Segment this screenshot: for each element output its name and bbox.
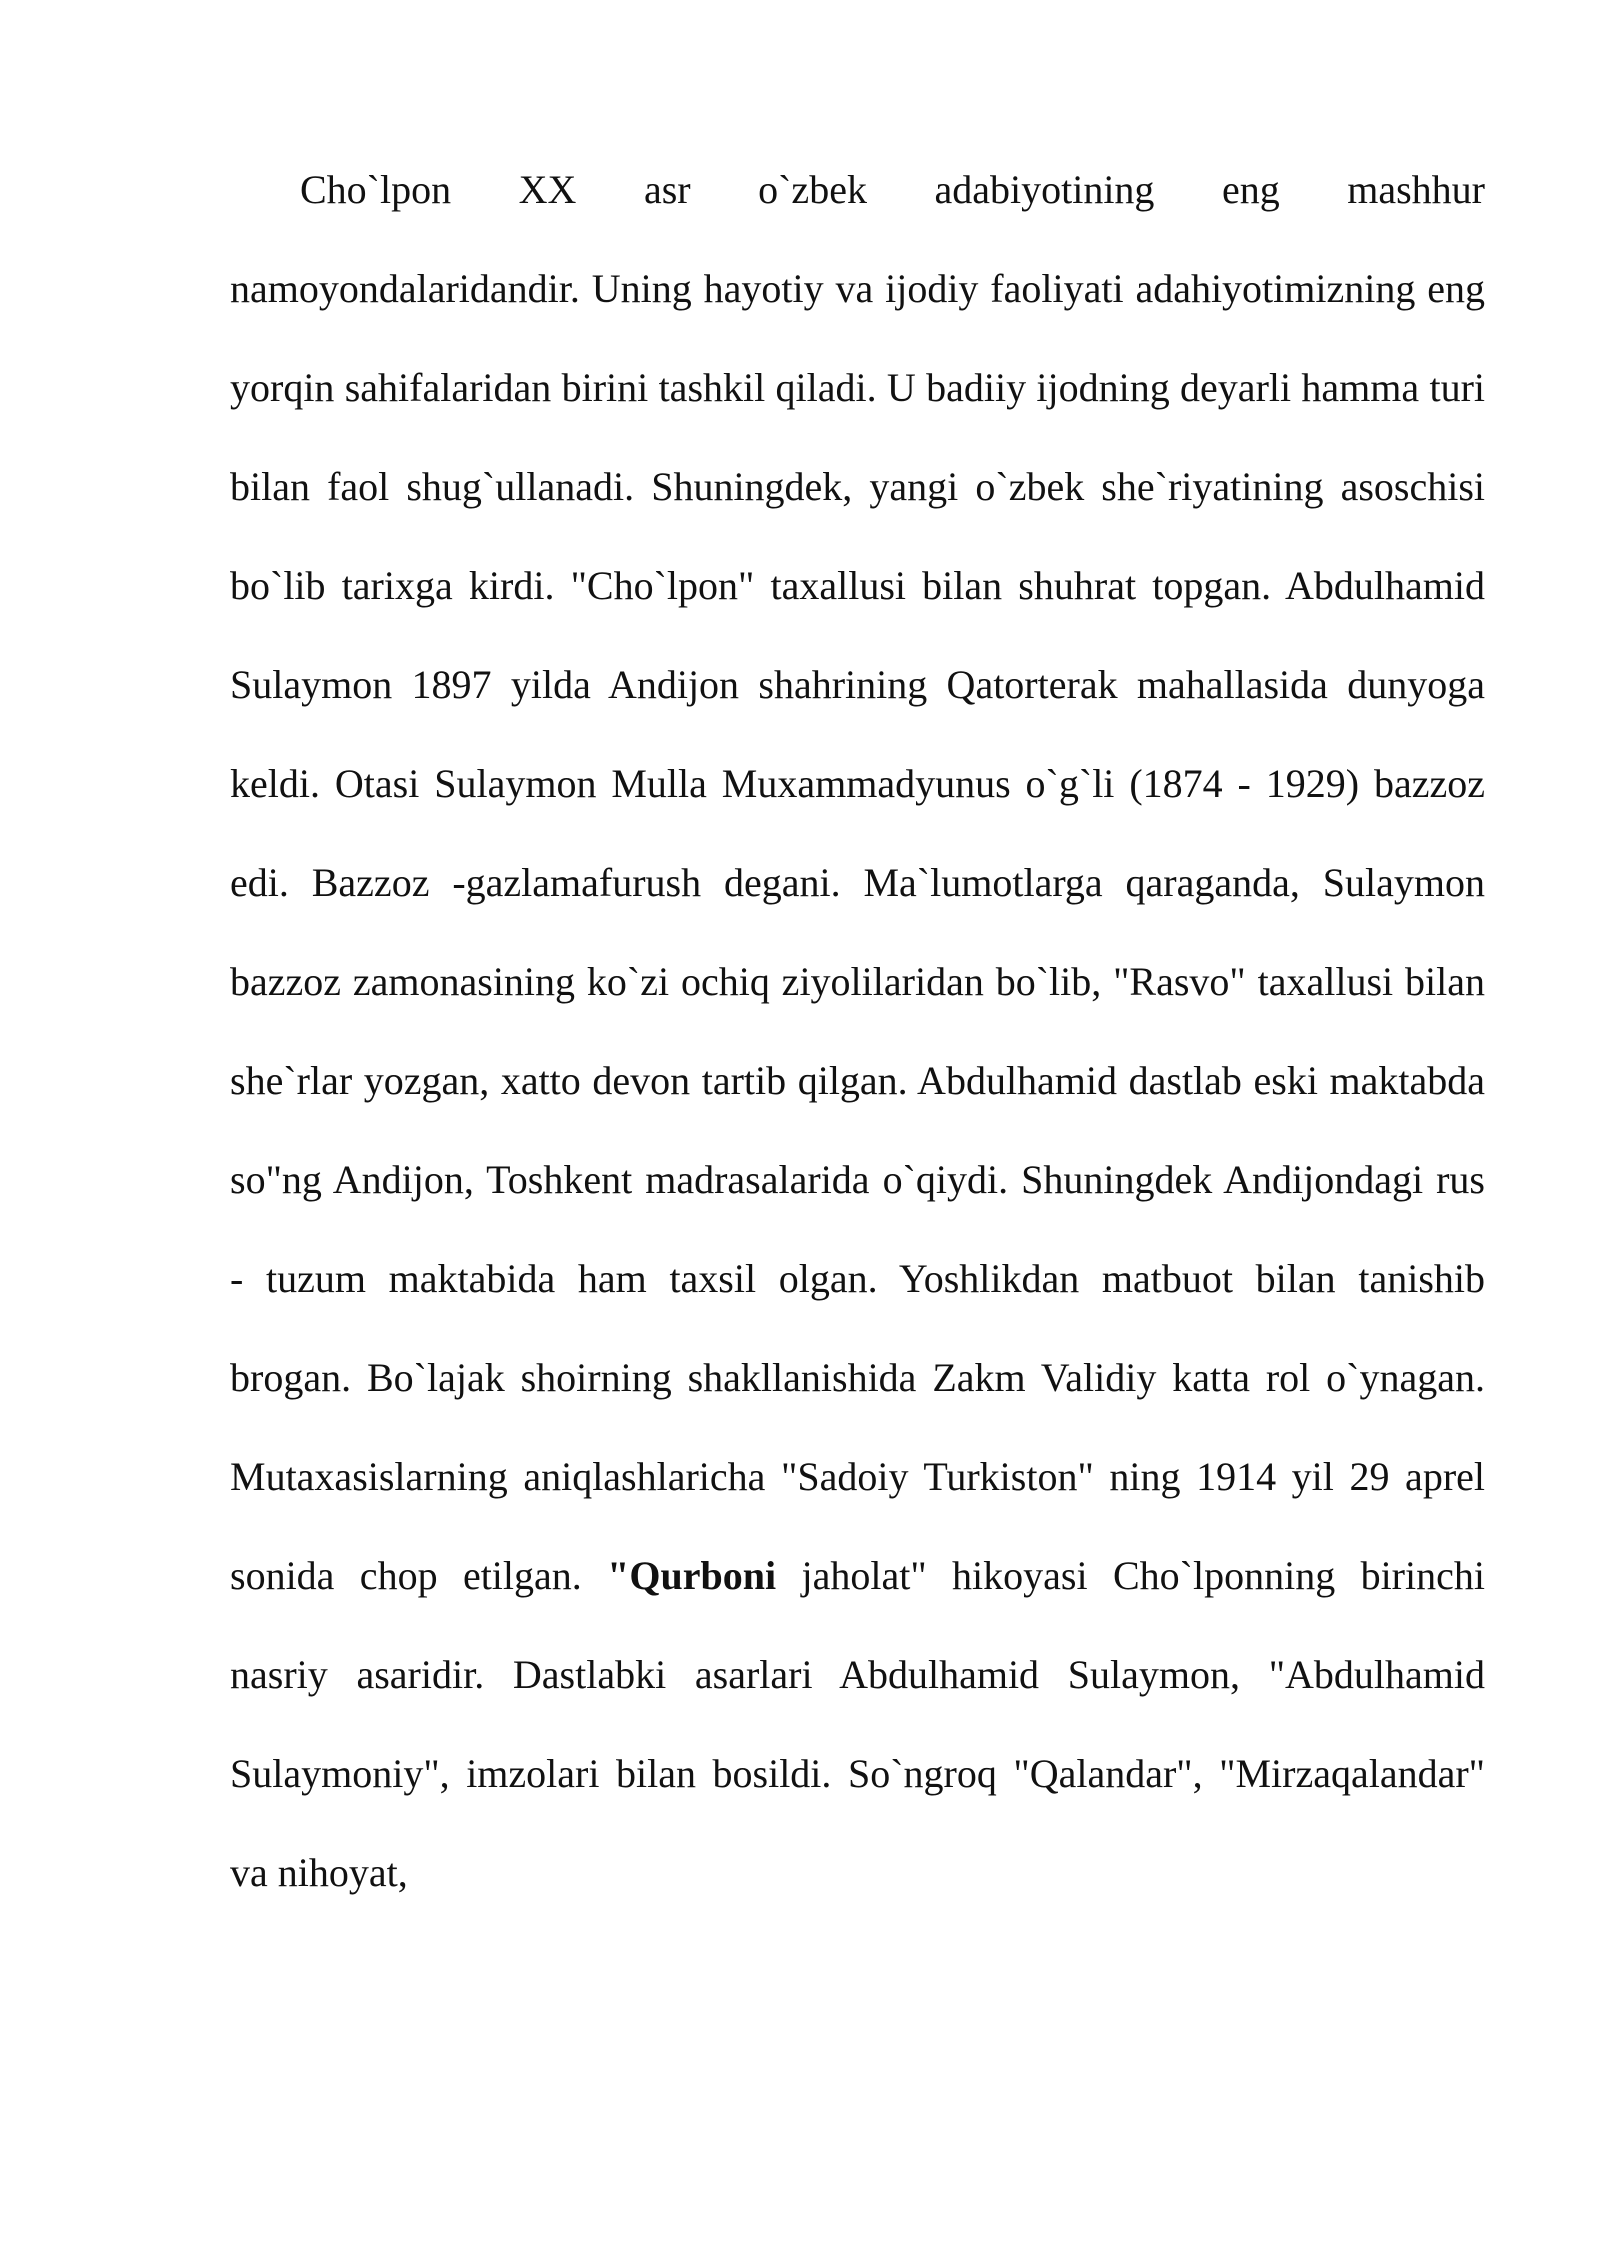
body-paragraph	[230, 140, 1485, 1922]
paragraph-text-end: jaholat" hikoyasi Cho`lponning birinchi nasriy asaridir. Dastlabki asarlari Abdulhamid Sulaymon, "Abdulhamid Sulaymoniy", imzolari bilan bosildi. So`ngroq "Qalandar", "Mirzaqalandar" va nihoyat,	[230, 1553, 1485, 1895]
paragraph-text-start: Cho`lpon XX asr o`zbek adabiyotining eng mashhur namoyondalaridandir. Uning hayotiy va ijodiy faoliyati adahiyotimizning eng yorqin sahifalaridan birini tashkil qiladi. U badiiy ijodning deyarli hamma turi bilan faol shug`ullanadi. Shuningdek, yangi o`zbek she`riyatining asoschisi bo`lib tarixga kirdi. "Cho`lpon" taxallusi bilan shuhrat topgan. Abdulhamid Sulaymon 1897 yilda Andijon shahrining Qatorterak mahallasida dunyoga keldi. Otasi Sulaymon Mulla Muxammadyunus o`g`li (1874 - 1929) bazzoz edi. Bazzoz -gazlamafurush degani. Ma`lumotlarga qaraganda, Sulaymon bazzoz zamonasining ko`zi ochiq ziyolilaridan bo`lib, "Rasvo" taxallusi bilan she`rlar yozgan, xatto devon tartib qilgan. Abdulhamid dastlab eski maktabda so"ng Andijon, Toshkent madrasalarida o`qiydi. Shuningdek Andijondagi rus - tuzum maktabida ham taxsil olgan. Yoshlikdan matbuot bilan tanishib brogan. Bo`lajak shoirning shakllanishida Zakm Validiy katta rol o`ynagan. Mutaxasislarning aniqlashlaricha "Sadoiy Turkiston" ning 1914 yil 29 aprel sonida chop etilgan.	[230, 167, 1485, 1598]
bold-title-fragment: "Qurboni	[607, 1553, 777, 1598]
